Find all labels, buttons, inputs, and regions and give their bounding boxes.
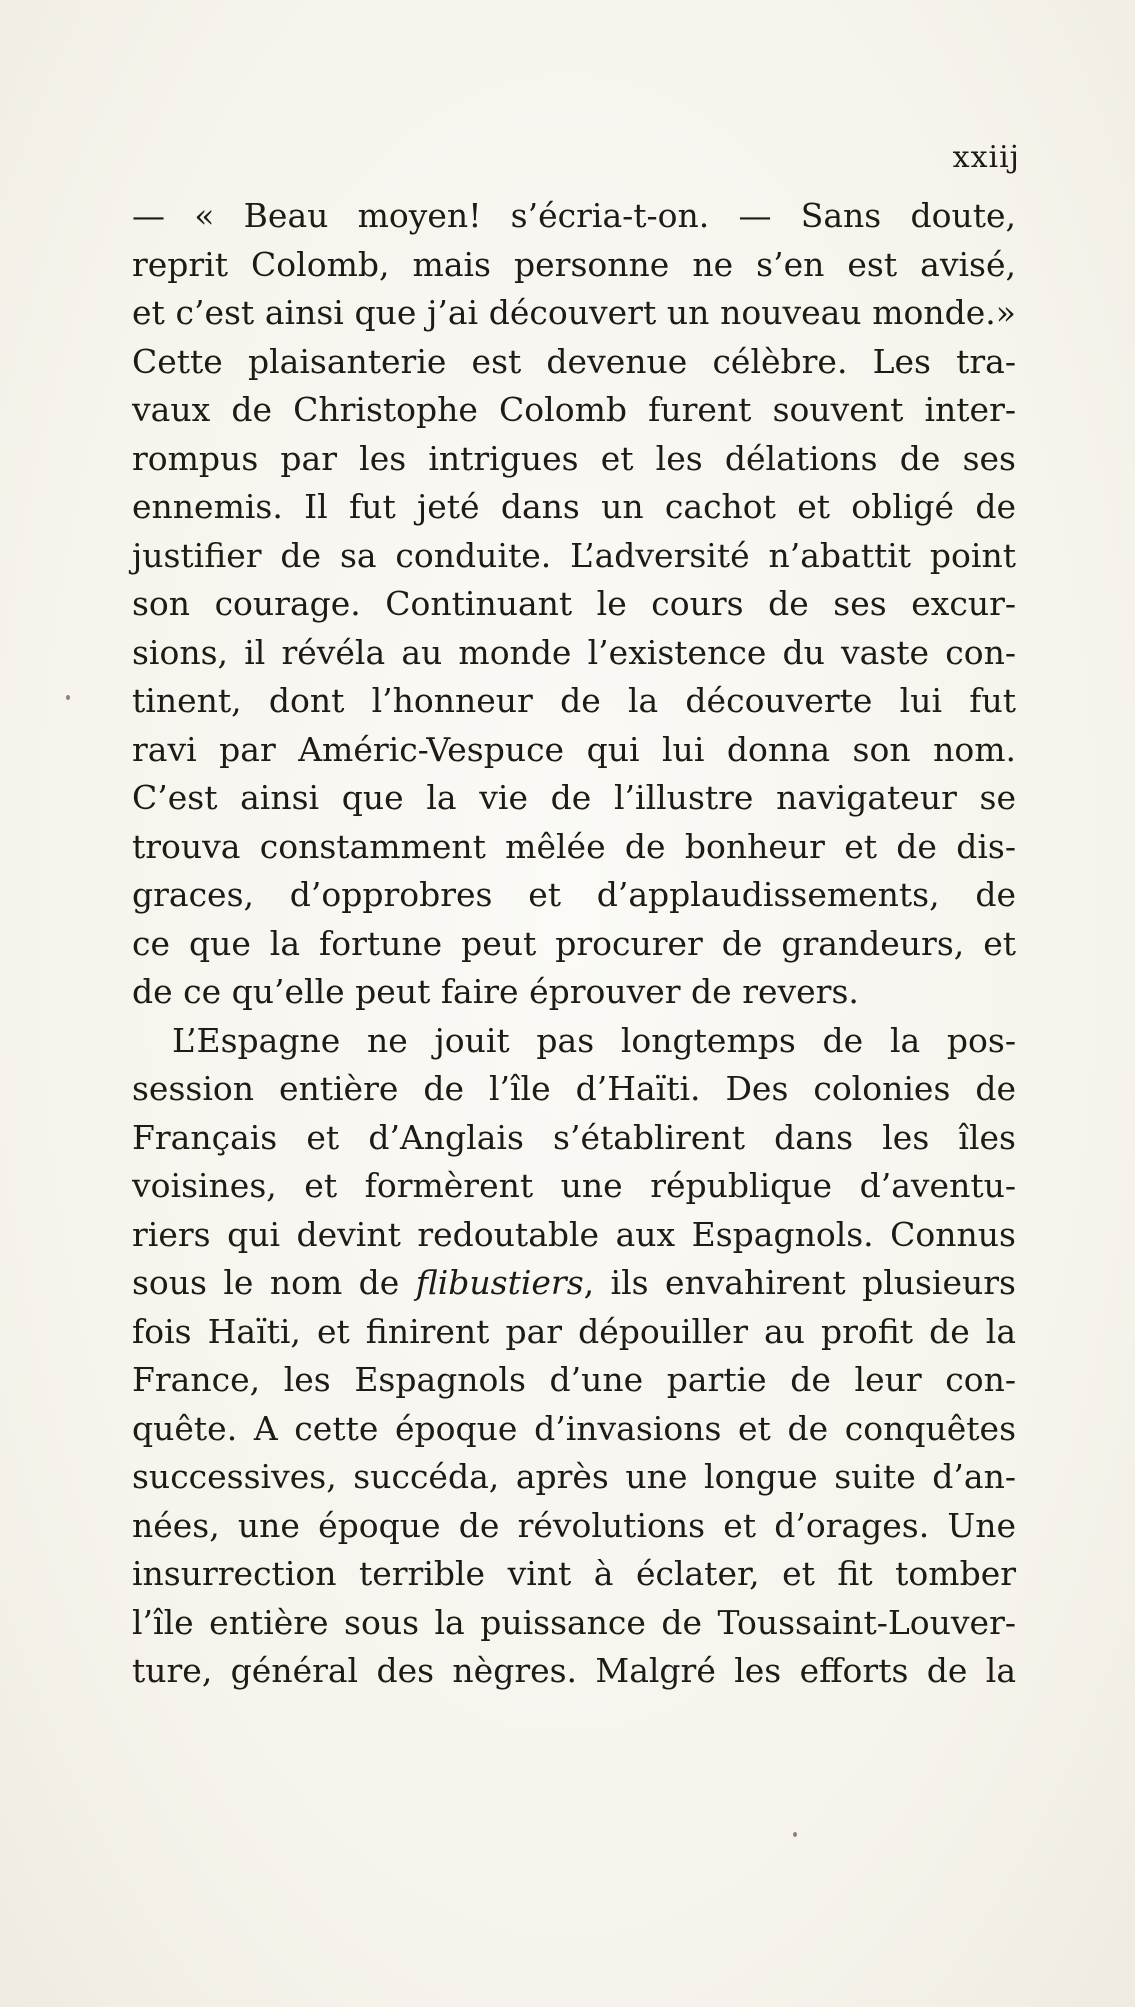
text-line: ravi par Améric-Vespuce qui lui donna son nom. <box>132 729 1016 769</box>
text-line-with-italic <box>132 1259 1016 1308</box>
text-line: son courage. Continuant le cours de ses excur- <box>132 584 1016 623</box>
text-line: tinent, dont l’honneur de la découverte lui fut <box>132 681 1016 720</box>
text-segment: , ils envahirent plusieurs <box>583 1263 1016 1302</box>
text-line: C’est ainsi que la vie de l’illustre navigateur se <box>132 778 1016 817</box>
text-line: nées, une époque de révolutions et d’orages. Une <box>132 1505 1016 1545</box>
text-line: Français et d’Anglais s’établirent dans les îles <box>132 1117 1016 1157</box>
page-number: xxiij <box>952 140 1020 175</box>
text-line: successives, succéda, après une longue suite d’an- <box>132 1457 1016 1496</box>
text-line: Cette plaisanterie est devenue célèbre. Les tra- <box>132 341 1016 381</box>
text-line: ennemis. Il fut jeté dans un cachot et obligé de <box>132 487 1016 526</box>
paper-speck <box>793 1832 797 1837</box>
text-line: reprit Colomb, mais personne ne s’en est avisé, <box>132 244 1016 284</box>
text-line: — « Beau moyen! s’écria-t-on. — Sans doute, <box>132 196 1016 235</box>
text-line: quête. A cette époque d’invasions et de conquêtes <box>132 1408 1016 1448</box>
text-line: ce que la fortune peut procurer de grandeurs, et <box>132 923 1016 963</box>
paragraph-end-line: de ce qu’elle peut faire éprouver de revers. <box>132 972 859 1011</box>
text-line: session entière de l’île d’Haïti. Des colonies de <box>132 1069 1016 1108</box>
text-line: trouva constamment mêlée de bonheur et de dis- <box>132 826 1016 866</box>
text-line: vaux de Christophe Colomb furent souvent inter- <box>132 390 1016 429</box>
text-segment: sous le nom de <box>132 1263 416 1302</box>
text-line: rompus par les intrigues et les délations de ses <box>132 438 1016 478</box>
text-line: l’île entière sous la puissance de Toussaint-Louver- <box>132 1602 1016 1642</box>
text-line: fois Haïti, et finirent par dépouiller au profit de la <box>132 1311 1016 1351</box>
text-line: voisines, et formèrent une république d’aventu- <box>132 1166 1016 1205</box>
text-line: sions, il révéla au monde l’existence du vaste con- <box>132 632 1016 672</box>
body-text <box>132 192 1016 1696</box>
text-line: justifier de sa conduite. L’adversité n’abattit point <box>132 535 1016 575</box>
text-line: insurrection terrible vint à éclater, et fit tomber <box>132 1554 1016 1593</box>
text-line: France, les Espagnols d’une partie de leur con- <box>132 1360 1016 1399</box>
text-line: ture, général des nègres. Malgré les efforts de la <box>132 1651 1016 1690</box>
paper-speck <box>66 695 70 700</box>
text-line: et c’est ainsi que j’ai découvert un nouveau monde.» <box>132 293 1016 332</box>
paragraph-start-line: L’Espagne ne jouit pas longtemps de la pos- <box>172 1020 1016 1060</box>
text-line: graces, d’opprobres et d’applaudissements, de <box>132 875 1016 914</box>
text-line: riers qui devint redoutable aux Espagnols. Connus <box>132 1214 1016 1254</box>
italic-term: flibustiers <box>415 1263 584 1302</box>
